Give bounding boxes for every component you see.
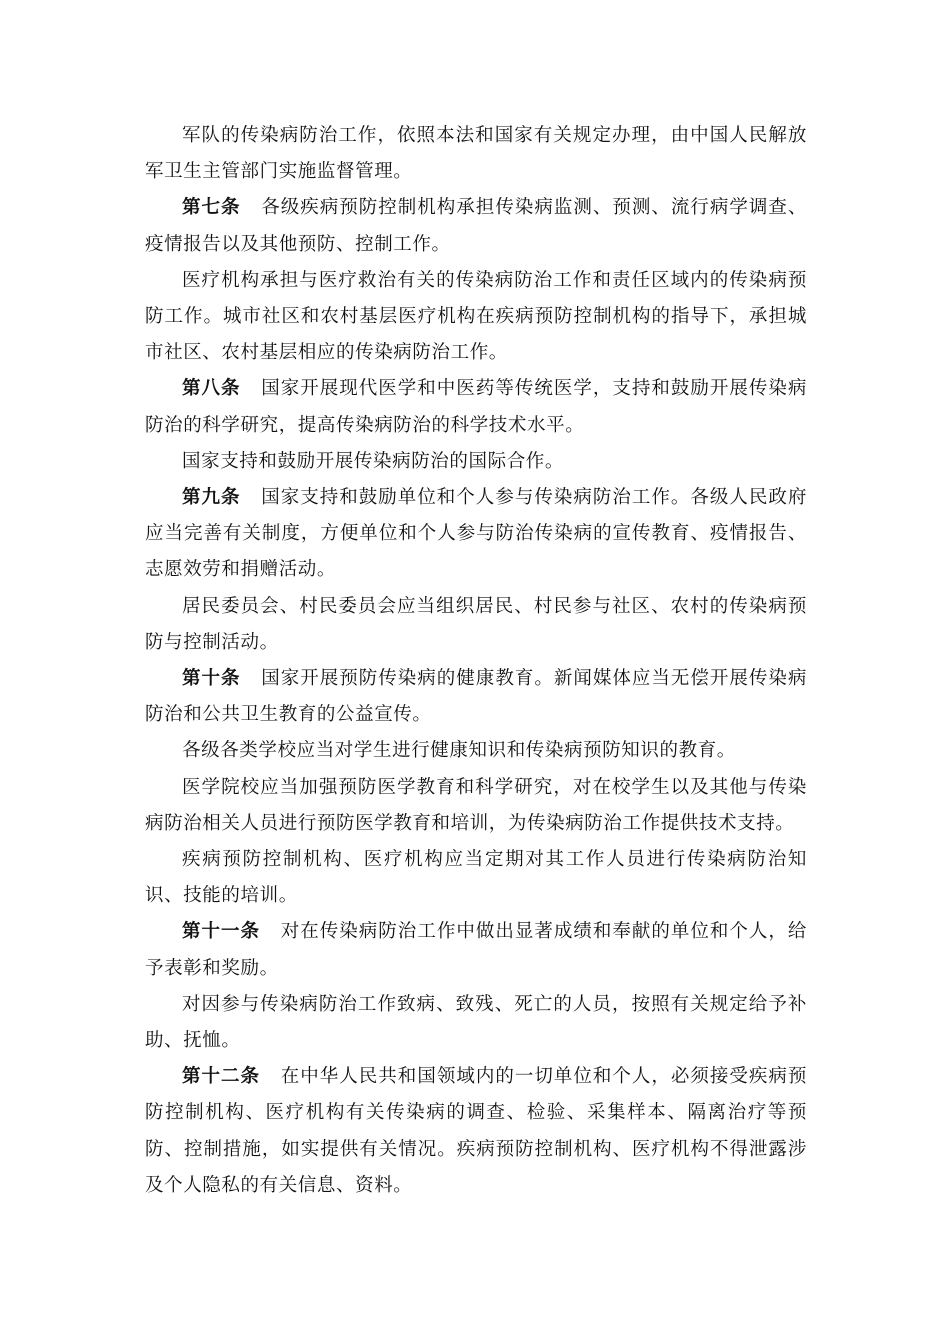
paragraph-text: 医学院校应当加强预防医学教育和科学研究，对在校学生以及其他与传染病防治相关人员进行预防医学教育和培训，为传染病防治工作提供技术支持。 xyxy=(145,776,807,834)
article-11 xyxy=(145,914,807,986)
paragraph-text: 各级疾病预防控制机构承担传染病监测、预测、流行病学调查、疫情报告以及其他预防、控制工作。 xyxy=(145,197,807,255)
paragraph-text: 国家开展现代医学和中医药等传统医学，支持和鼓励开展传染病防治的科学研究，提高传染病防治的科学技术水平。 xyxy=(145,378,807,436)
paragraph-training xyxy=(145,842,807,914)
document-body xyxy=(145,118,807,1204)
paragraph-text: 国家开展预防传染病的健康教育。新闻媒体应当无偿开展传染病防治和公共卫生教育的公益宣传。 xyxy=(145,668,807,726)
article-8 xyxy=(145,371,807,443)
paragraph-text: 国家支持和鼓励单位和个人参与传染病防治工作。各级人民政府应当完善有关制度，方便单位和个人参与防治传染病的宣传教育、疫情报告、志愿效劳和捐赠活动。 xyxy=(145,487,807,581)
article-heading: 第十二条 xyxy=(182,1066,261,1088)
article-heading: 第八条 xyxy=(182,378,241,400)
article-heading: 第九条 xyxy=(182,487,241,509)
article-10 xyxy=(145,661,807,733)
paragraph-committees xyxy=(145,589,807,661)
article-9 xyxy=(145,480,807,589)
article-heading: 第七条 xyxy=(182,197,241,219)
paragraph-subsidy xyxy=(145,987,807,1059)
article-heading: 第十条 xyxy=(182,668,241,690)
article-heading: 第十一条 xyxy=(182,921,261,943)
paragraph-text: 医疗机构承担与医疗救治有关的传染病防治工作和责任区域内的传染病预防工作。城市社区和农村基层医疗机构在疾病预防控制机构的指导下，承担城市社区、农村基层相应的传染病防治工作。 xyxy=(145,269,807,364)
paragraph-text: 在中华人民共和国领域内的一切单位和个人，必须接受疾病预防控制机构、医疗机构有关传染病的调查、检验、采集样本、隔离治疗等预防、控制措施，如实提供有关情况。疾病预防控制机构、医疗机构不得泄露涉及个人隐私的有关信息、资料。 xyxy=(145,1066,808,1196)
paragraph-text: 对在传染病防治工作中做出显著成绩和奉献的单位和个人，给予表彰和奖励。 xyxy=(145,921,808,979)
paragraph-international-cooperation xyxy=(145,444,807,480)
paragraph-medical-institutions xyxy=(145,263,807,372)
article-7 xyxy=(145,190,807,262)
paragraph-medical-schools xyxy=(145,770,807,842)
paragraph-military xyxy=(145,118,807,190)
paragraph-text: 居民委员会、村民委员会应当组织居民、村民参与社区、农村的传染病预防与控制活动。 xyxy=(145,595,807,653)
paragraph-text: 疾病预防控制机构、医疗机构应当定期对其工作人员进行传染病防治知识、技能的培训。 xyxy=(145,849,807,907)
article-12 xyxy=(145,1059,807,1204)
paragraph-text: 国家支持和鼓励开展传染病防治的国际合作。 xyxy=(182,450,565,472)
paragraph-schools xyxy=(145,733,807,769)
paragraph-text: 各级各类学校应当对学生进行健康知识和传染病预防知识的教育。 xyxy=(182,740,736,762)
paragraph-text: 军队的传染病防治工作，依照本法和国家有关规定办理，由中国人民解放军卫生主管部门实施监督管理。 xyxy=(145,125,807,183)
paragraph-text: 对因参与传染病防治工作致病、致残、死亡的人员，按照有关规定给予补助、抚恤。 xyxy=(145,993,807,1052)
